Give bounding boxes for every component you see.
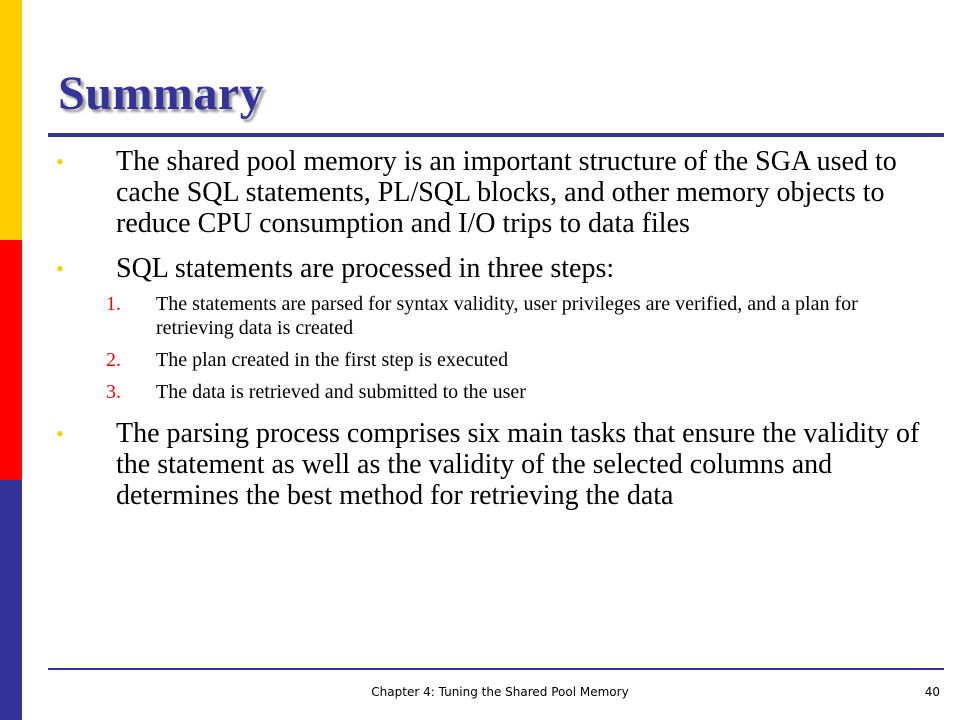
bullet-icon: • [56,421,64,446]
title-divider [48,133,944,137]
item-number: 3. [106,381,121,403]
bullet-icon: • [56,149,64,174]
bullet-icon: • [56,256,64,281]
numbered-item [106,380,936,404]
item-text: The plan created in the first step is executed [156,349,509,371]
side-bar-yellow [0,0,22,240]
side-bar-red [0,240,22,480]
side-color-bar [0,0,22,720]
side-bar-blue [0,480,22,720]
bullet-text: SQL statements are processed in three steps: [116,253,615,284]
item-text: The data is retrieved and submitted to the user [156,381,526,403]
item-number: 1. [106,293,121,315]
bullet-text: The parsing process comprises six main tasks that ensure the validity of the statement as well as the validity of the selected columns and determines the best method for retrieving the data [116,418,920,511]
page-number: 40 [924,685,940,699]
bullet-item [56,418,936,511]
footer-chapter-title: Chapter 4: Tuning the Shared Pool Memory [371,685,629,699]
slide-title: Summary [58,67,265,120]
item-text: The statements are parsed for syntax validity, user privileges are verified, and a plan for retrieving data is created [156,293,858,339]
bullet-item [56,146,936,239]
numbered-item [106,348,936,372]
bullet-text: The shared pool memory is an important structure of the SGA used to cache SQL statements, PL/SQL blocks, and other memory objects to reduce CPU consumption and I/O trips to data files [116,146,897,239]
item-number: 2. [106,349,121,371]
numbered-sublist [106,292,936,404]
bullet-item [56,253,936,284]
numbered-item [106,292,936,340]
slide-content [56,146,936,511]
footer-divider [48,668,944,670]
